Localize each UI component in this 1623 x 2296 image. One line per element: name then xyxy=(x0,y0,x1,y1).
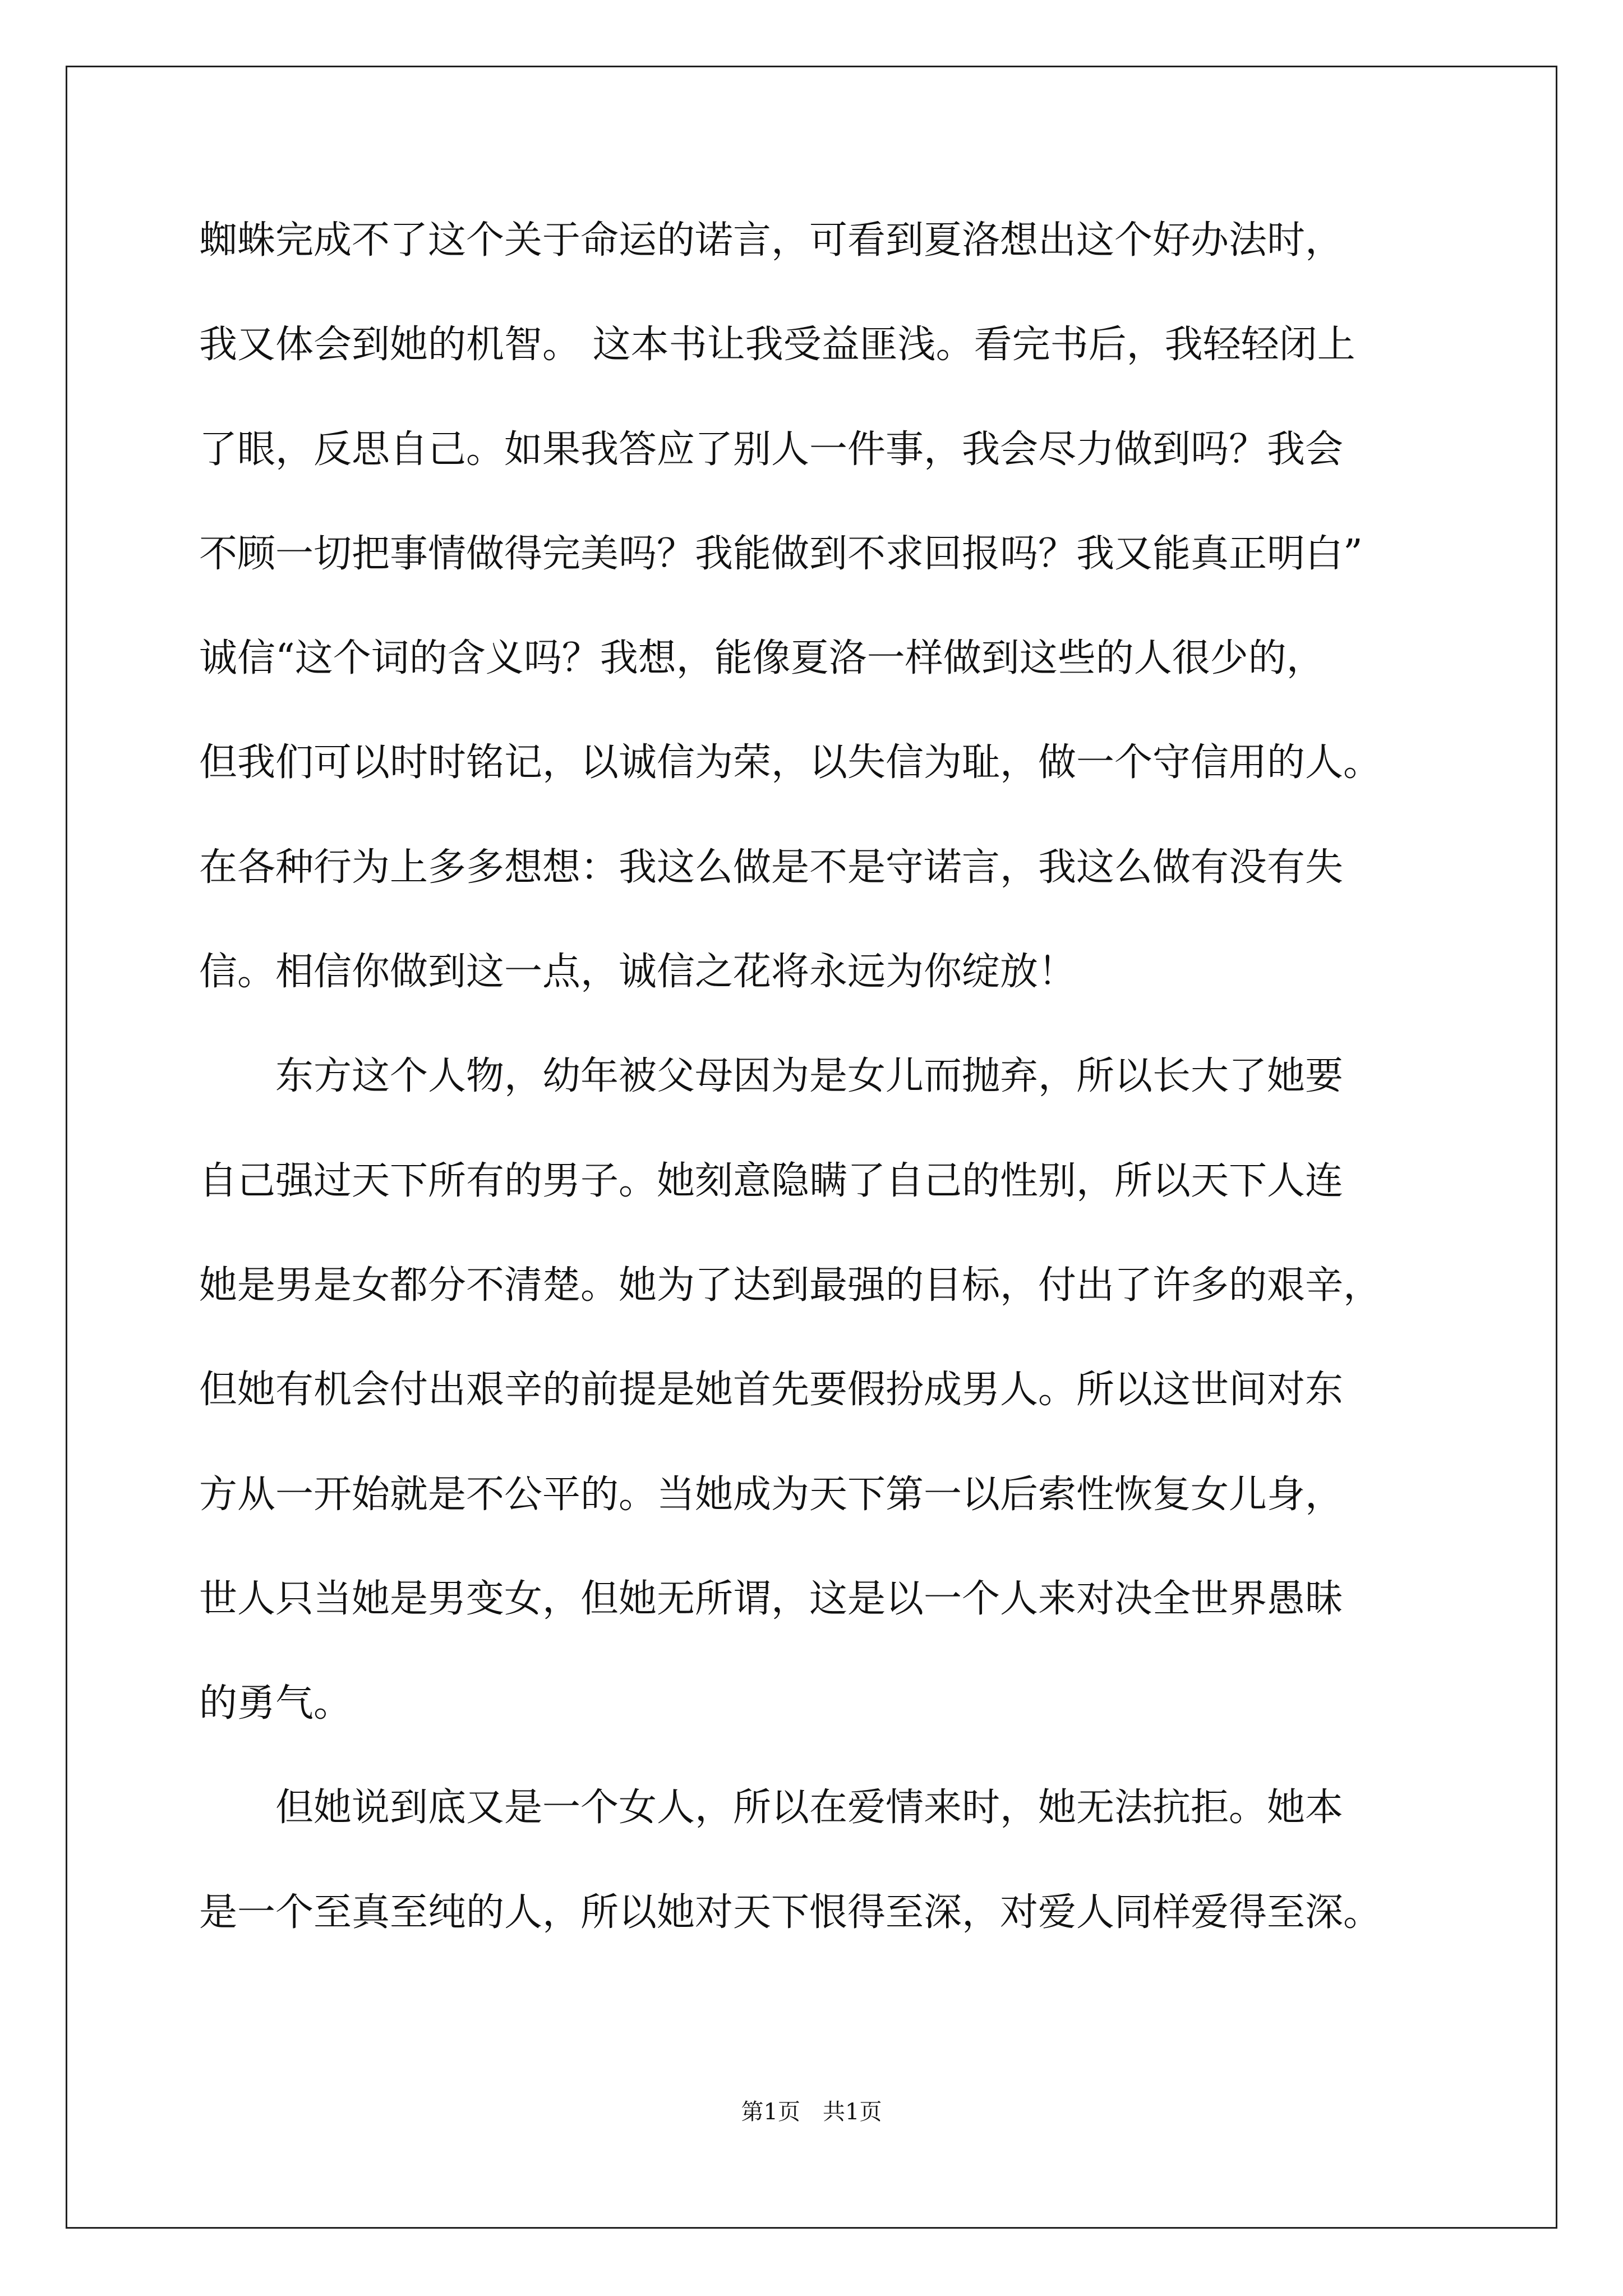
document-body xyxy=(199,218,1455,1998)
text-line: 方从一开始就是不公平的。当她成为天下第一以后索性恢复女儿身， xyxy=(199,1472,1344,1517)
text-line: 东方这个人物，幼年被父母因为是女儿而抛弃，所以长大了她要 xyxy=(199,1054,1344,1099)
text-line: 蜘蛛完成不了这个关于命运的诺言，可看到夏洛想出这个好办法时， xyxy=(199,218,1344,263)
text-line: 了眼，反思自己。如果我答应了别人一件事，我会尽力做到吗？我会 xyxy=(199,427,1344,472)
paragraph-3 xyxy=(199,1786,1455,1998)
text-line: 诚信“这个词的含义吗？我想，能像夏洛一样做到这些的人很少的， xyxy=(199,636,1325,681)
text-line: 我又体会到她的机智。 这本书让我受益匪浅。看完书后，我轻轻闭上 xyxy=(199,323,1355,367)
text-line: 但她说到底又是一个女人，所以在爱情来时，她无法抗拒。她本 xyxy=(199,1786,1344,1830)
page-footer xyxy=(0,2101,1623,2123)
text-line: 她是男是女都分不清楚。她为了达到最强的目标，付出了许多的艰辛， xyxy=(199,1263,1382,1308)
text-line: 在各种行为上多多想想：我这么做是不是守诺言，我这么做有没有失 xyxy=(199,845,1344,890)
text-line: 不顾一切把事情做得完美吗？我能做到不求回报吗？我又能真正明白” xyxy=(199,531,1363,576)
paragraph-1 xyxy=(199,218,1455,1057)
text-line: 的勇气。 xyxy=(199,1681,352,1726)
text-line: 世人只当她是男变女，但她无所谓，这是以一个人来对决全世界愚昧 xyxy=(199,1576,1344,1621)
text-line: 但她有机会付出艰辛的前提是她首先要假扮成男人。所以这世间对东 xyxy=(199,1368,1344,1412)
text-line: 是一个至真至纯的人，所以她对天下恨得至深，对爱人同样爱得至深。 xyxy=(199,1890,1382,1935)
page-number: 第1页 xyxy=(741,2099,800,2125)
page-total: 共1页 xyxy=(823,2099,882,2125)
text-line: 信。相信你做到这一点，诚信之花将永远为你绽放！ xyxy=(199,950,1077,995)
text-line: 但我们可以时时铭记，以诚信为荣，以失信为耻，做一个守信用的人。 xyxy=(199,740,1382,785)
paragraph-2 xyxy=(199,1054,1455,1789)
text-line: 自己强过天下所有的男子。她刻意隐瞒了自己的性别，所以天下人连 xyxy=(199,1158,1344,1203)
